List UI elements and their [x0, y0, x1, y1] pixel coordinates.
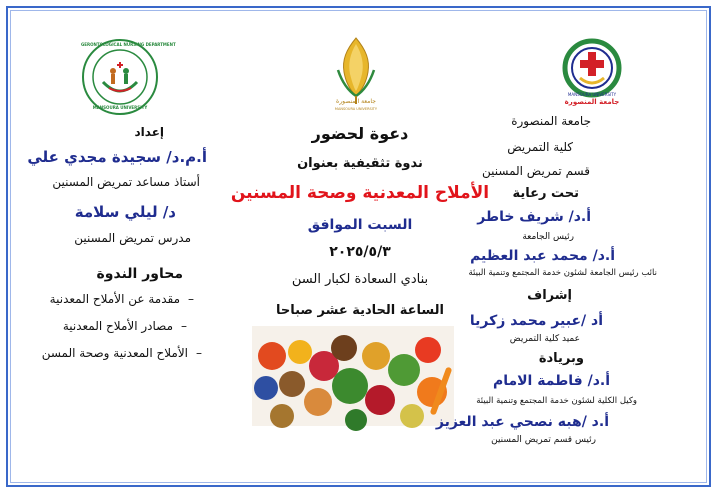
faculty-name: كلية التمريض: [507, 140, 573, 154]
event-venue: بنادي السعادة لكبار السن: [291, 272, 429, 287]
university-logo-en: MANSOURA UNIVERSITY: [334, 107, 378, 111]
event-date: ٢٠٢٥/٥/٣: [329, 244, 391, 260]
patron1-name: أ.د/ شريف خاطر: [477, 209, 591, 225]
dept-logo-text: GERONTOLOGICAL NURSING DEPARTMENT: [81, 42, 176, 47]
prepared-by-label: إعداد: [134, 125, 164, 139]
topic-1: مقدمة عن الأملاح المعدنية: [49, 292, 180, 306]
university-logo-ar: جامعة المنصورة: [336, 98, 376, 105]
event-day: السبت الموافق: [307, 217, 413, 233]
topic-1-dash: –: [188, 292, 194, 306]
leader1-title: وكيل الكلية لشئون خدمة المجتمع وتنمية البيئة: [476, 396, 637, 406]
leader1-name: أ.د/ فاطمة الامام: [492, 373, 610, 389]
university-logo: [330, 36, 382, 116]
event-time: الساعة الحادية عشر صباحا: [275, 303, 444, 318]
author1-title: أستاذ مساعد تمريض المسنين: [52, 175, 200, 189]
vegetables-image: [252, 326, 454, 426]
topic-3: الأملاح المعدنية وصحة المسن: [41, 346, 188, 360]
author1-name: أ.م.د/ سجيدة مجدي علي: [27, 148, 207, 166]
patron1-title: رئيس الجامعة: [522, 232, 574, 242]
department-name: قسم تمريض المسنين: [481, 164, 590, 178]
patron2-name: أ.د/ محمد عبد العظيم: [470, 248, 615, 264]
topic-3-dash: –: [196, 346, 202, 360]
seminar-label: ندوة تثقيفية بعنوان: [297, 156, 423, 171]
university-name: جامعة المنصورة: [511, 114, 591, 128]
patronage-label: تحت رعاية: [512, 186, 579, 201]
supervisor-title: عميد كلية التمريض: [509, 334, 580, 344]
faculty-logo-ar: جامعة المنصورة: [564, 98, 620, 106]
faculty-logo-en: MANSOURA UNIVERSITY: [567, 92, 617, 97]
leader2-name: أ.د /هبه نصحي عبد العزيز: [435, 414, 609, 430]
leadership-label: وبريادة: [538, 351, 584, 366]
supervisor-name: أد /عبير محمد زكريا: [469, 313, 603, 329]
topic-2-dash: –: [181, 319, 187, 333]
faculty-logo: [558, 38, 626, 108]
supervision-label: إشراف: [527, 288, 572, 303]
topics-heading: محاور الندوة: [96, 266, 183, 282]
invitation-heading: دعوة لحضور: [311, 124, 409, 143]
leader2-title: رئيس قسم تمريض المسنين: [491, 435, 596, 445]
author2-title: مدرس تمريض المسنين: [74, 231, 191, 245]
patron2-title: نائب رئيس الجامعة لشئون خدمة المجتمع وتنمية البيئة: [468, 268, 657, 278]
dept-logo: [81, 38, 176, 116]
dept-logo-sub: MANSOURA UNIVERSITY: [92, 105, 148, 110]
topic-2: مصادر الأملاح المعدنية: [62, 319, 173, 333]
author2-name: د/ ليلي سلامة: [74, 203, 176, 221]
seminar-title: الأملاح المعدنية وصحة المسنين: [230, 183, 490, 203]
